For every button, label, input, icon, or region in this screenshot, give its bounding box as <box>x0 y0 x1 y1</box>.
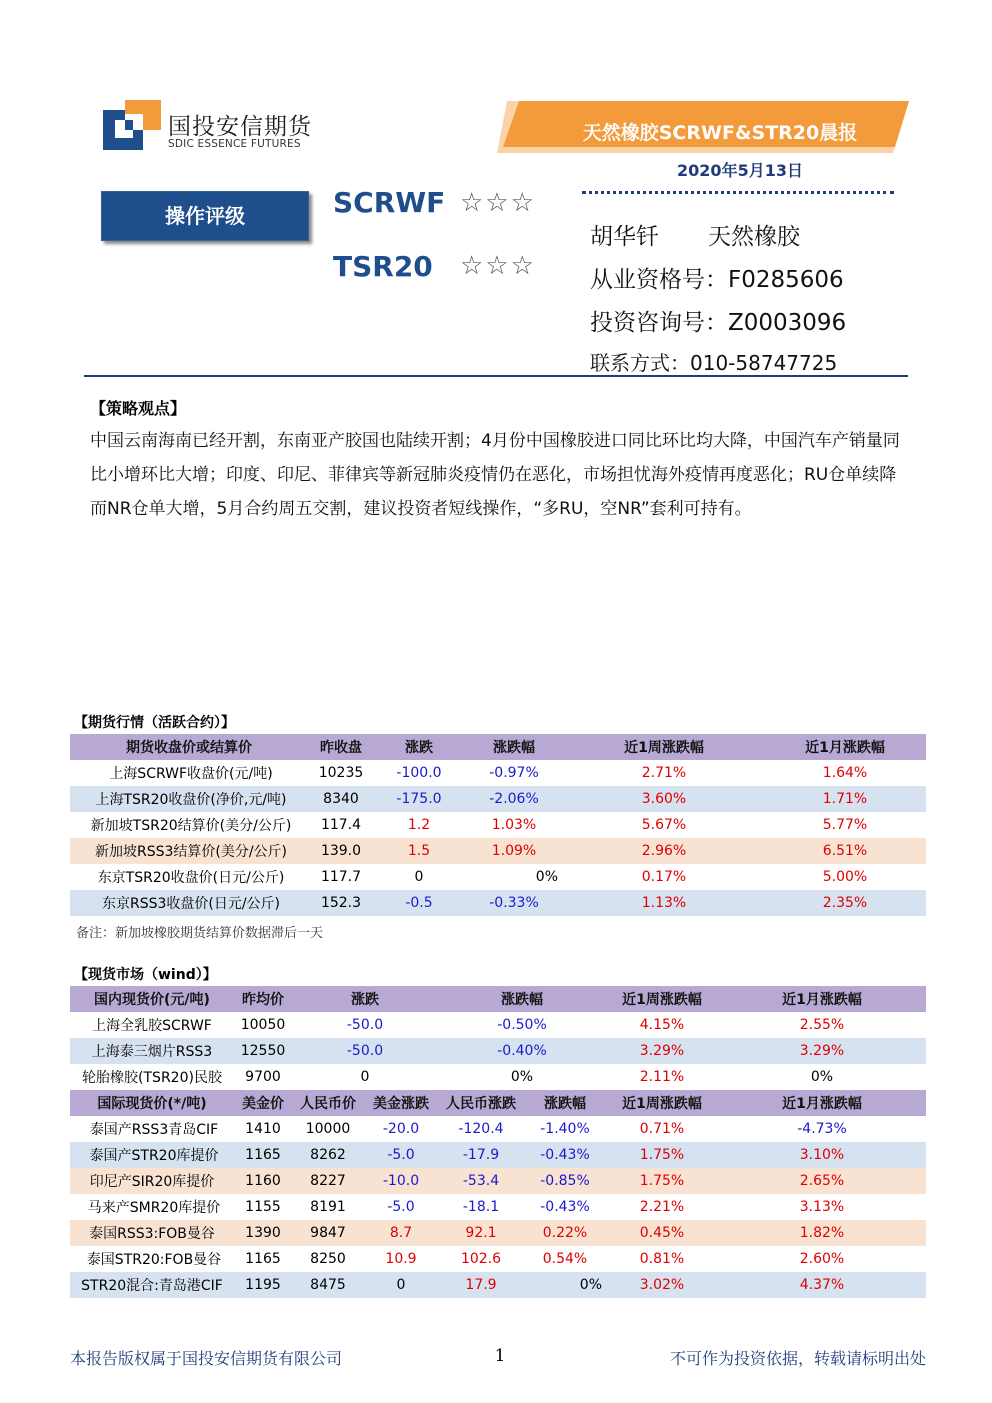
column-header: 涨跌幅 <box>438 986 606 1012</box>
table-cell: -0.40% <box>438 1038 606 1064</box>
table-row <box>70 1038 926 1064</box>
strategy-heading: 【策略观点】 <box>90 399 187 418</box>
table-row <box>70 1116 926 1142</box>
analyst-name: 胡华钎 <box>590 224 659 250</box>
row-label: 印尼产SIR20库提价 <box>70 1168 234 1194</box>
table-cell: 9847 <box>292 1220 364 1246</box>
column-header: 近1月涨跌幅 <box>764 734 926 760</box>
table-cell: 1410 <box>234 1116 292 1142</box>
table-cell: 2.11% <box>606 1064 718 1090</box>
table-cell: -50.0 <box>292 1012 438 1038</box>
table-cell: 139.0 <box>308 838 374 864</box>
table-cell: -0.50% <box>438 1012 606 1038</box>
row-label: 上海泰三烟片RSS3 <box>70 1038 234 1064</box>
table-cell: 5.00% <box>764 864 926 890</box>
column-header: 近1周涨跌幅 <box>564 734 764 760</box>
table-cell: -5.0 <box>364 1142 438 1168</box>
table-cell: 3.10% <box>718 1142 926 1168</box>
table-row <box>70 1246 926 1272</box>
table-cell: 3.29% <box>718 1038 926 1064</box>
table-cell: 8191 <box>292 1194 364 1220</box>
column-header: 近1周涨跌幅 <box>606 1090 718 1116</box>
table-cell: 4.15% <box>606 1012 718 1038</box>
strategy-body: 中国云南海南已经开割，东南亚产胶国也陆续开割；4月份中国橡胶进口同比环比均大降，中国汽车产销量同比小增环比大增；印度、印尼、菲律宾等新冠肺炎疫情仍在恶化，市场担忧海外疫情再度恶化；RU仓单续降而NR仓单大增，5月合约周五交割，建议投资者短线操作，“多RU，空NR”套利可持有。 <box>90 431 900 519</box>
table-cell: 92.1 <box>438 1220 524 1246</box>
table-row <box>70 1168 926 1194</box>
column-header: 涨跌 <box>374 734 464 760</box>
table-cell: 2.65% <box>718 1168 926 1194</box>
header-rule <box>84 375 908 377</box>
table-cell: 1.03% <box>464 812 564 838</box>
table-cell: 1160 <box>234 1168 292 1194</box>
row-label: 泰国产RSS3青岛CIF <box>70 1116 234 1142</box>
dotted-divider <box>582 191 894 194</box>
column-header: 人民币涨跌 <box>438 1090 524 1116</box>
table-cell: -1.40% <box>524 1116 606 1142</box>
table-cell: -2.06% <box>464 786 564 812</box>
row-label: 泰国RSS3:FOB曼谷 <box>70 1220 234 1246</box>
table-cell: -175.0 <box>374 786 464 812</box>
futures-table <box>70 734 926 916</box>
table-cell: 5.77% <box>764 812 926 838</box>
table-cell: 117.7 <box>308 864 374 890</box>
column-header: 昨均价 <box>234 986 292 1012</box>
table-row <box>70 812 926 838</box>
rating-label-box: 操作评级 <box>101 191 309 241</box>
table-cell: -120.4 <box>438 1116 524 1142</box>
table-cell: 5.67% <box>564 812 764 838</box>
table-cell: 2.60% <box>718 1246 926 1272</box>
table-cell: 0.71% <box>606 1116 718 1142</box>
table-cell: 6.51% <box>764 838 926 864</box>
analyst-consult-id: 投资咨询号：Z0003096 <box>590 310 847 336</box>
analyst-contact: 联系方式：010-58747725 <box>590 351 838 375</box>
table-row <box>70 838 926 864</box>
table-cell: -4.73% <box>718 1116 926 1142</box>
table-row <box>70 1194 926 1220</box>
report-date: 2020年5月13日 <box>677 161 803 180</box>
table-cell: 1.75% <box>606 1142 718 1168</box>
futures-section-title: 【期货行情（活跃合约）】 <box>74 715 235 731</box>
table-cell: -20.0 <box>364 1116 438 1142</box>
column-header: 人民币价 <box>292 1090 364 1116</box>
table-cell: 0% <box>524 1272 606 1298</box>
table-cell: 0% <box>464 864 564 890</box>
logo-english-name: SDIC ESSENCE FUTURES <box>168 138 301 150</box>
table-cell: 0.17% <box>564 864 764 890</box>
rating-stars-scrwf: ☆☆☆ <box>460 188 536 218</box>
contract-tsr20: TSR20 <box>333 250 433 283</box>
footer-disclaimer: 不可作为投资依据，转载请标明出处 <box>669 1349 926 1368</box>
footer-copyright: 本报告版权属于国投安信期货有限公司 <box>70 1349 343 1368</box>
table-cell: 0% <box>718 1064 926 1090</box>
column-header: 美金涨跌 <box>364 1090 438 1116</box>
row-label: STR20混合:青岛港CIF <box>70 1272 234 1298</box>
row-label: 泰国STR20:FOB曼谷 <box>70 1246 234 1272</box>
table-cell: 152.3 <box>308 890 374 916</box>
table-cell: 2.96% <box>564 838 764 864</box>
table-row <box>70 1272 926 1298</box>
column-header: 近1周涨跌幅 <box>606 986 718 1012</box>
table-cell: 0.54% <box>524 1246 606 1272</box>
table-cell: 2.21% <box>606 1194 718 1220</box>
spot-table <box>70 986 926 1298</box>
table-cell: -0.5 <box>374 890 464 916</box>
row-label: 泰国产STR20库提价 <box>70 1142 234 1168</box>
table-cell: 17.9 <box>438 1272 524 1298</box>
table-cell: 1.2 <box>374 812 464 838</box>
column-header: 涨跌 <box>292 986 438 1012</box>
analyst-license: 从业资格号：F0285606 <box>590 267 844 293</box>
intl-header-row <box>70 1090 926 1116</box>
table-cell: -17.9 <box>438 1142 524 1168</box>
table-cell: 0.22% <box>524 1220 606 1246</box>
table-cell: -0.97% <box>464 760 564 786</box>
table-cell: 8227 <box>292 1168 364 1194</box>
table-cell: 1165 <box>234 1142 292 1168</box>
column-header: 美金价 <box>234 1090 292 1116</box>
table-cell: 1195 <box>234 1272 292 1298</box>
table-cell: 1390 <box>234 1220 292 1246</box>
row-label: 马来产SMR20库提价 <box>70 1194 234 1220</box>
table-cell: -50.0 <box>292 1038 438 1064</box>
table-cell: 10000 <box>292 1116 364 1142</box>
table-cell: 10.9 <box>364 1246 438 1272</box>
row-label: 新加坡RSS3结算价(美分/公斤) <box>70 838 308 864</box>
table-row <box>70 786 926 812</box>
column-header: 涨跌幅 <box>464 734 564 760</box>
table-row <box>70 1012 926 1038</box>
table-cell: 2.35% <box>764 890 926 916</box>
column-header: 昨收盘 <box>308 734 374 760</box>
column-header: 期货收盘价或结算价 <box>70 734 308 760</box>
table-cell: -18.1 <box>438 1194 524 1220</box>
table-row <box>70 1064 926 1090</box>
analyst-field: 天然橡胶 <box>708 224 800 250</box>
table-cell: 8.7 <box>364 1220 438 1246</box>
table-cell: 117.4 <box>308 812 374 838</box>
spot-section-title: 【现货市场（wind）】 <box>74 967 217 983</box>
table-cell: 0.81% <box>606 1246 718 1272</box>
logo-mark <box>103 100 161 150</box>
table-cell: 8340 <box>308 786 374 812</box>
table-cell: -53.4 <box>438 1168 524 1194</box>
table-row <box>70 890 926 916</box>
column-header: 涨跌幅 <box>524 1090 606 1116</box>
table-cell: 1155 <box>234 1194 292 1220</box>
row-label: 东京TSR20收盘价(日元/公斤) <box>70 864 308 890</box>
row-label: 新加坡TSR20结算价(美分/公斤) <box>70 812 308 838</box>
page-number: 1 <box>494 1346 506 1366</box>
table-cell: 2.55% <box>718 1012 926 1038</box>
table-cell: -0.43% <box>524 1194 606 1220</box>
table-cell: 3.29% <box>606 1038 718 1064</box>
table-cell: -10.0 <box>364 1168 438 1194</box>
table-cell: 9700 <box>234 1064 292 1090</box>
row-label: 东京RSS3收盘价(日元/公斤) <box>70 890 308 916</box>
row-label: 轮胎橡胶(TSR20)民胶 <box>70 1064 234 1090</box>
table-cell: 12550 <box>234 1038 292 1064</box>
table-row <box>70 1220 926 1246</box>
table-cell: 10235 <box>308 760 374 786</box>
column-header: 国内现货价(元/吨) <box>70 986 234 1012</box>
table-cell: -0.33% <box>464 890 564 916</box>
table-cell: 1.5 <box>374 838 464 864</box>
table-cell: 0% <box>438 1064 606 1090</box>
table-cell: 10050 <box>234 1012 292 1038</box>
table-cell: 1.75% <box>606 1168 718 1194</box>
table-cell: 1165 <box>234 1246 292 1272</box>
table-cell: 0.45% <box>606 1220 718 1246</box>
rating-stars-tsr20: ☆☆☆ <box>460 251 536 281</box>
table-cell: 1.71% <box>764 786 926 812</box>
table-cell: 1.13% <box>564 890 764 916</box>
table-cell: -0.43% <box>524 1142 606 1168</box>
logo-chinese-name: 国投安信期货 <box>168 114 312 140</box>
table-cell: 1.64% <box>764 760 926 786</box>
table-cell: -100.0 <box>374 760 464 786</box>
table-cell: 0 <box>374 864 464 890</box>
report-title: 天然橡胶SCRWF&STR20晨报 <box>582 122 858 144</box>
table-cell: 1.09% <box>464 838 564 864</box>
table-cell: 8262 <box>292 1142 364 1168</box>
contract-scrwf: SCRWF <box>333 186 446 219</box>
table-cell: 8475 <box>292 1272 364 1298</box>
column-header: 近1月涨跌幅 <box>718 986 926 1012</box>
table-cell: 0 <box>292 1064 438 1090</box>
domestic-header-row <box>70 986 926 1012</box>
column-header: 近1月涨跌幅 <box>718 1090 926 1116</box>
table-cell: 4.37% <box>718 1272 926 1298</box>
table-cell: 2.71% <box>564 760 764 786</box>
table-row <box>70 760 926 786</box>
row-label: 上海TSR20收盘价(净价,元/吨) <box>70 786 308 812</box>
futures-note: 备注：新加坡橡胶期货结算价数据滞后一天 <box>76 926 324 941</box>
table-cell: 3.13% <box>718 1194 926 1220</box>
table-cell: 0 <box>364 1272 438 1298</box>
table-cell: 102.6 <box>438 1246 524 1272</box>
futures-header-row <box>70 734 926 760</box>
table-cell: -5.0 <box>364 1194 438 1220</box>
row-label: 上海SCRWF收盘价(元/吨) <box>70 760 308 786</box>
table-row <box>70 864 926 890</box>
table-cell: -0.85% <box>524 1168 606 1194</box>
table-cell: 8250 <box>292 1246 364 1272</box>
table-cell: 3.02% <box>606 1272 718 1298</box>
table-cell: 3.60% <box>564 786 764 812</box>
row-label: 上海全乳胶SCRWF <box>70 1012 234 1038</box>
table-cell: 1.82% <box>718 1220 926 1246</box>
table-row <box>70 1142 926 1168</box>
column-header: 国际现货价(*/吨) <box>70 1090 234 1116</box>
